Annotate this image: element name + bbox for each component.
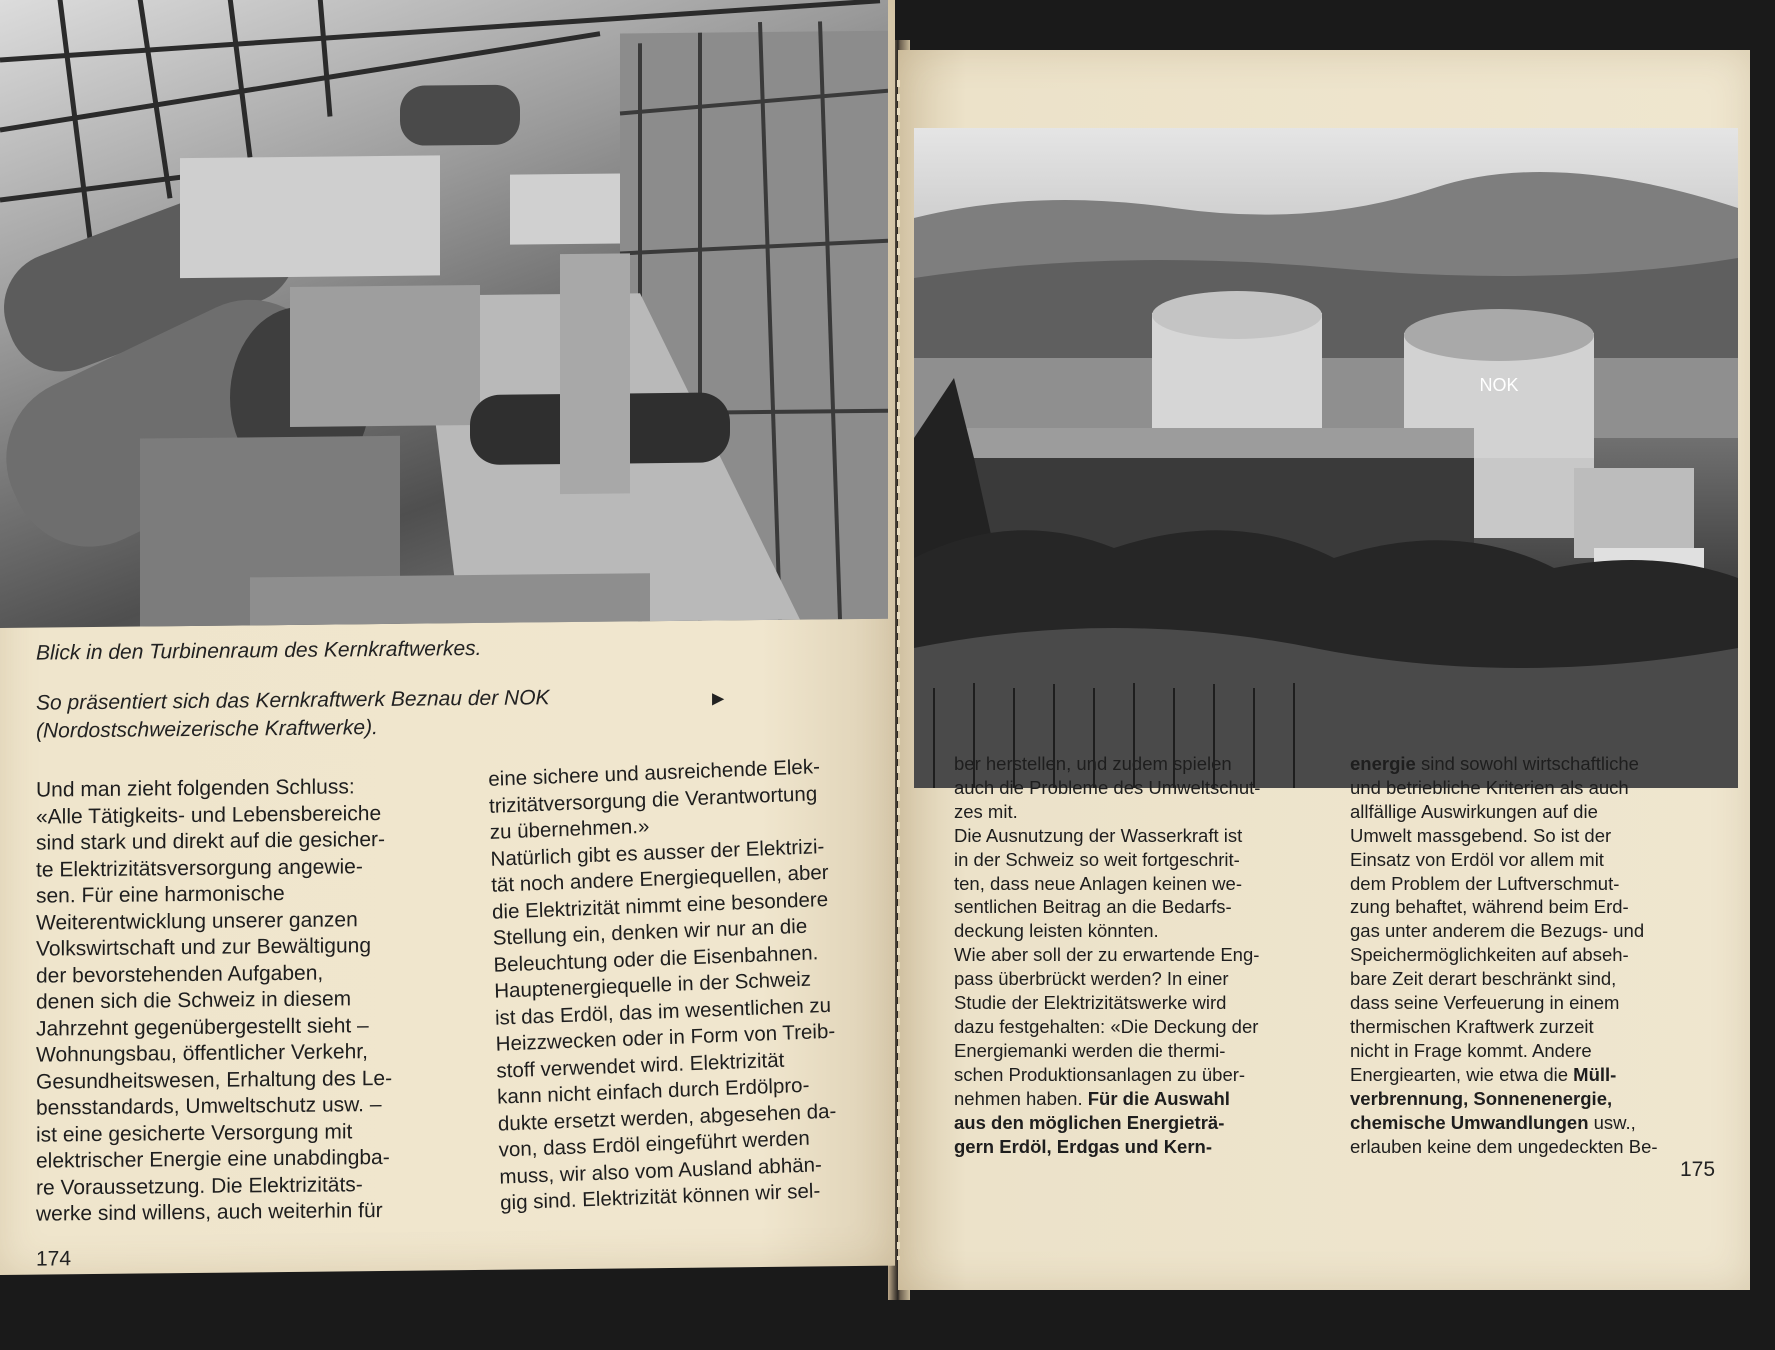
right-col2-text-b: usw., erlauben keine dem ungedeckten Be- [1350,1111,1658,1157]
left-text-column-1: Und man zieht folgenden Schluss: «Alle Tätigkeits- und Lebensbereiche sind stark und direkt auf die gesicher- te Elektrizitätsversorgung angewie- sen. Für eine harmonische Weiterentwicklung unserer ganzen Volkswirtschaft und zur Bewältigung der bevorstehenden Aufgaben, denen sich die Schweiz in diesem Jahrzehnt gegenübergestellt sieht – Wohnungsbau, öffentlicher Verkehr, Gesundheitswesen, Erhaltung des Le- bensstandards, Umweltschutz usw. – ist eine gesicherte Versorgung mit elektrischer Energie eine unabdingba- re Voraussetzung. Die Elektrizitäts- werke sind willens, auch weiterhin für [36,775,393,1226]
right-arrow-icon: ▶ [712,690,725,708]
turbine-hall-photo [0,0,888,628]
plant-sign: NOK [1479,375,1519,395]
right-col1-text: ber herstellen, und zudem spielen auch die Probleme des Umweltschut- zes mit. Die Ausnutzung der Wasserkraft ist in der Schweiz so weit fortgeschrit- ten, dass neue Anlagen keinen we- sentlichen Beitrag an die Bedarfs- deckung leisten könnten. Wie aber soll der zu erwartende Eng- pass überbrückt werden? In einer Studie der Elektrizitätswerke wird dazu festgehalten: «Die Deckung der Energiemankі werden die thermi- schen Produktionsanlagen zu über- nehmen haben. [954,753,1261,1109]
nuclear-plant-illustration [914,128,1738,788]
plant-caption-line1: So präsentiert sich das Kernkraftwerk Beznau der NOK [36,686,550,715]
right-text-column-2 [1350,752,1710,1158]
right-page [898,50,1750,1290]
left-text-column-2: eine sichere und ausreichende Elek- trizitätversorgung die Verantwortung zu übernehmen.» Natürlich gibt es ausser der Elektrizi- tät noch andere Energiequellen, aber die Elektrizität nimmt eine besondere Stellung ein, denken wir nur an die Beleuchtung oder die Eisenbahnen. Hauptenergiequelle in der Schweiz ist das Erdöl, das im wesentlichen zu Heizzwecken oder in Form von Treib- stoff verwendet wird. Elektrizität kann nicht einfach durch Erdölpro- dukte ersetzt werden, abgesehen da- von, dass Erdöl eingeführt werden muss, wir also vom Ausland abhän- gig sind. Elektrizität können wir sel- [488,755,837,1215]
page-number-175: 175 [1680,1158,1716,1181]
turbine-caption: Blick in den Turbinenraum des Kernkraftwerkes. [36,636,482,665]
right-col2-text-a: sind sowohl wirtschaftliche und betriebliche Kriterien als auch allfällige Auswirkungen auf die Umwelt massgebend. So ist der Einsatz von Erdöl vor allem mit dem Problem der Luftverschmut- zung behaftet, während beim Erd- gas unter anderem die Bezugs- und Speichermöglichkeiten auf abseh- bare Zeit derart beschränkt sind, dass seine Verfeuerung in einem thermischen Kraftwerk zurzeit nicht in Frage kommt. Andere Energiearten, wie etwa die [1350,753,1645,1085]
right-col2-bold-energiearten: Müll- verbrennung, Sonnenenergie, chemische Umwandlungen [1350,1063,1617,1133]
right-text-column-1 [954,752,1314,1158]
right-col2-bold-energie: energie [1350,753,1416,774]
page-number-174: 174 [36,1247,72,1271]
left-page [0,0,895,1275]
nuclear-plant-photo [914,128,1738,788]
binding-stitch [897,80,900,1260]
turbine-hall-illustration [0,0,888,628]
plant-caption-line2: (Nordostschweizerische Kraftwerke). [36,716,378,743]
right-col1-bold-text: Für die Auswahl aus den möglichen Energieträ- gern Erdöl, Erdgas und Kern- [954,1087,1230,1157]
